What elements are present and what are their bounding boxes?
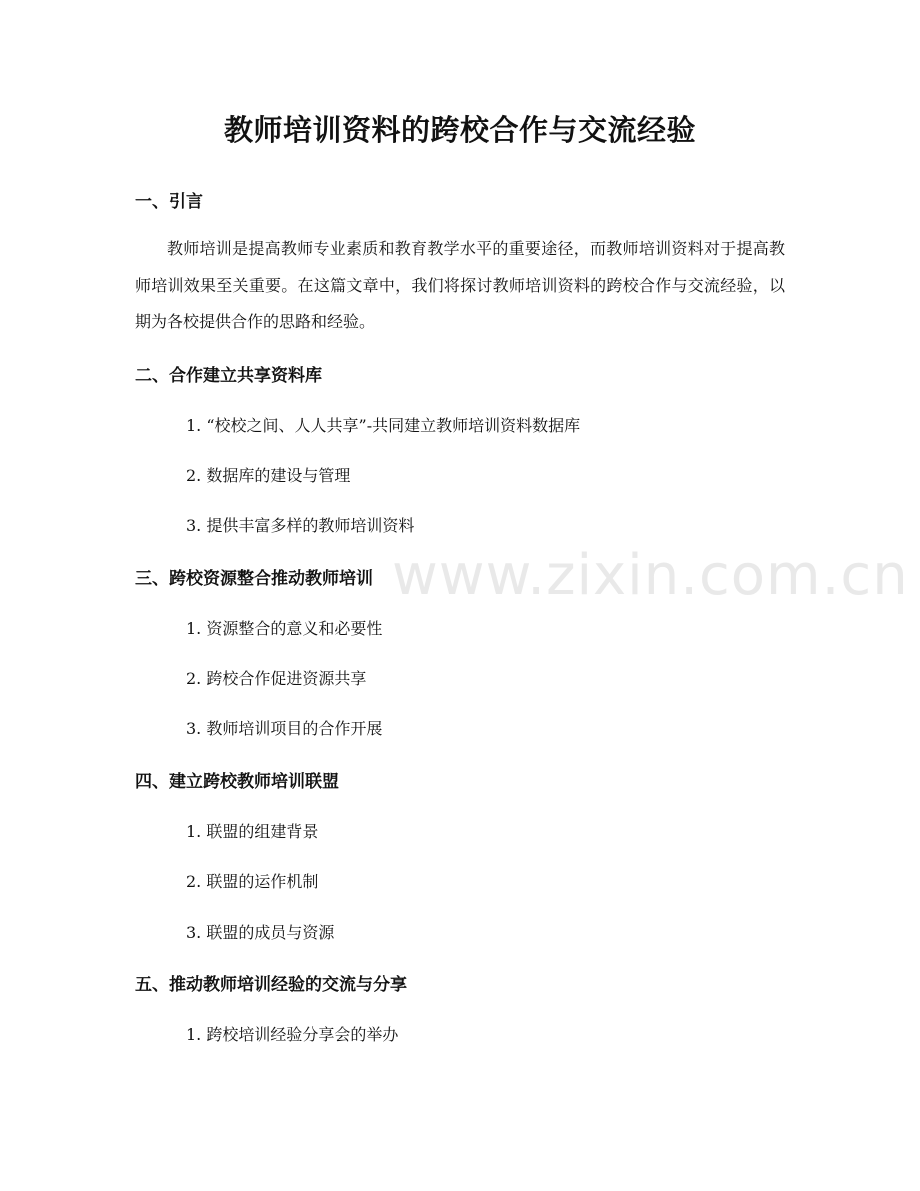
list-item: 1. “校校之间、人人共享”-共同建立教师培训资料数据库 <box>186 416 581 435</box>
section-heading-intro: 一、引言 <box>135 192 203 212</box>
section-heading-resource-integration: 三、跨校资源整合推动教师培训 <box>135 569 373 589</box>
list-item: 2. 数据库的建设与管理 <box>186 466 351 485</box>
document-title: 教师培训资料的跨校合作与交流经验 <box>223 113 696 147</box>
list-item: 1. 联盟的组建背景 <box>186 822 319 841</box>
section-heading-experience-sharing: 五、推动教师培训经验的交流与分享 <box>135 975 407 995</box>
list-item: 1. 跨校培训经验分享会的举办 <box>186 1025 399 1044</box>
list-item: 3. 教师培训项目的合作开展 <box>186 719 383 738</box>
section-heading-shared-library: 二、合作建立共享资料库 <box>135 366 322 386</box>
list-item: 2. 联盟的运作机制 <box>186 872 319 891</box>
list-item: 3. 提供丰富多样的教师培训资料 <box>186 516 415 535</box>
list-item: 3. 联盟的成员与资源 <box>186 923 335 942</box>
section-heading-alliance: 四、建立跨校教师培训联盟 <box>135 772 339 792</box>
list-item: 1. 资源整合的意义和必要性 <box>186 619 383 638</box>
list-item: 2. 跨校合作促进资源共享 <box>186 669 367 688</box>
watermark: www.zixin.com.cn <box>392 543 909 608</box>
intro-paragraph: 教师培训是提高教师专业素质和教育教学水平的重要途径，而教师培训资料对于提高教师培训效果至关重要。在这篇文章中，我们将探讨教师培训资料的跨校合作与交流经验，以期为各校提供合作的思路和经验。 <box>135 239 785 331</box>
